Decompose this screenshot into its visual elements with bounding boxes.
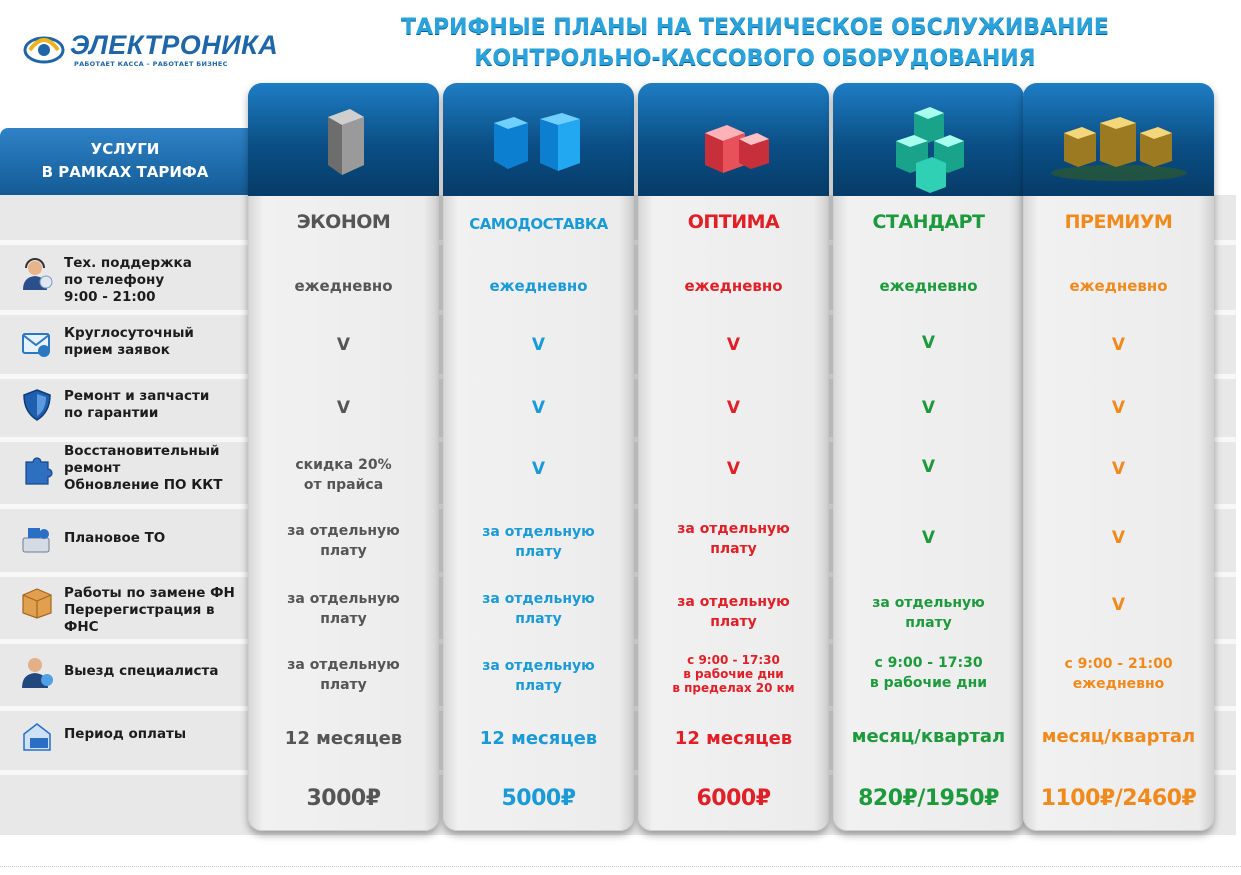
plan-maintenance-line-1: за отдельную — [677, 521, 790, 537]
service-label: Восстановительный ремонт Обновление ПО ККТ — [64, 443, 223, 493]
plan-restoration — [248, 455, 439, 495]
calendar-card-icon — [20, 720, 54, 754]
headset-operator-icon — [20, 257, 54, 291]
plan-visit-line-1: за отдельную — [287, 657, 400, 673]
service-label: Работы по замене ФН Перерегистрация в ФНС — [64, 585, 235, 635]
plan-requests-check: V — [336, 335, 351, 355]
bottom-divider — [0, 866, 1241, 867]
service-label: Ремонт и запчасти по гарантии — [64, 388, 210, 421]
service-label: Круглосуточный прием заявок — [64, 325, 194, 358]
company-logo — [22, 26, 312, 72]
plan-support: ежедневно — [684, 277, 783, 295]
service-label: Тех. поддержка по телефону 9:00 - 21:00 — [64, 255, 192, 305]
plan-visit — [638, 653, 829, 695]
plan-restoration-check: V — [921, 457, 936, 477]
plan-period: 12 месяцев — [284, 728, 403, 749]
plan-column-samodostavka — [443, 83, 634, 831]
plan-maintenance-line-1: за отдельную — [287, 523, 400, 539]
plan-fn-line-1: за отдельную — [482, 591, 595, 607]
plan-visit — [443, 656, 634, 696]
service-label: Период оплаты — [64, 726, 187, 742]
plan-warranty-check: V — [726, 398, 741, 418]
plan-fn-line-2: плату — [905, 615, 952, 631]
plan-visit-line-3: в пределах 20 км — [672, 681, 795, 695]
plan-name: ПРЕМИУМ — [1064, 211, 1173, 233]
plan-visit-line-2: плату — [515, 678, 562, 694]
plan-period: 12 месяцев — [674, 728, 793, 749]
plan-visit-line-1: с 9:00 - 17:30 — [874, 655, 983, 671]
plan-visit-line-2: ежедневно — [1072, 676, 1165, 692]
plan-warranty-check: V — [921, 398, 936, 418]
plan-warranty-check: V — [531, 398, 546, 418]
grey-cube-icon — [314, 103, 374, 183]
services-header — [0, 128, 250, 195]
plan-period: 12 месяцев — [479, 728, 598, 749]
plan-visit-line-1: за отдельную — [482, 658, 595, 674]
box-icon — [20, 585, 54, 619]
plan-requests-check: V — [531, 335, 546, 355]
teal-cubes-icon — [874, 103, 984, 193]
plan-maintenance-check: V — [921, 528, 936, 548]
plan-support: ежедневно — [294, 277, 393, 295]
plan-price: 820₽/1950₽ — [858, 786, 999, 811]
title-line-2: КОНТРОЛЬНО-КАССОВОГО ОБОРУДОВАНИЯ — [474, 46, 1036, 71]
plan-name: ОПТИМА — [687, 211, 780, 233]
plan-support: ежедневно — [489, 277, 588, 295]
services-header-line-1: УСЛУГИ — [90, 140, 160, 158]
plan-maintenance-line-1: за отдельную — [482, 524, 595, 540]
plan-requests-check: V — [726, 335, 741, 355]
plan-fn — [248, 589, 439, 629]
plan-warranty-check: V — [1111, 398, 1126, 418]
plan-maintenance-check: V — [1111, 528, 1126, 548]
plan-restoration-line-2: от прайса — [303, 477, 384, 493]
plan-visit-line-2: плату — [320, 677, 367, 693]
plan-header — [833, 83, 1024, 196]
service-label: Плановое ТО — [64, 530, 166, 546]
plan-restoration-check: V — [1111, 459, 1126, 479]
plan-header — [638, 83, 829, 196]
plan-header — [443, 83, 634, 196]
plan-name: ЭКОНОМ — [296, 211, 391, 233]
page-title — [380, 12, 1130, 74]
plan-period: месяц/квартал — [851, 726, 1006, 747]
plan-fn-line-1: за отдельную — [287, 591, 400, 607]
plan-period: месяц/квартал — [1041, 726, 1196, 747]
plan-visit — [1023, 654, 1214, 694]
envelope-phone-icon — [20, 327, 54, 361]
plan-price: 6000₽ — [696, 786, 771, 811]
plan-maintenance-line-2: плату — [515, 544, 562, 560]
plan-visit-line-1: с 9:00 - 17:30 — [687, 653, 780, 667]
puzzle-piece-icon — [20, 452, 54, 486]
services-header-line-2: В РАМКАХ ТАРИФА — [41, 163, 209, 181]
plan-visit — [248, 655, 439, 695]
title-line-1: ТАРИФНЫЕ ПЛАНЫ НА ТЕХНИЧЕСКОЕ ОБСЛУЖИВАНИЕ — [401, 15, 1109, 40]
plan-fn-line-2: плату — [320, 611, 367, 627]
plan-name: САМОДОСТАВКА — [469, 215, 608, 233]
plan-restoration-line-1: скидка 20% — [295, 457, 392, 473]
logo-name: ЭЛЕКТРОНИКА — [70, 30, 279, 60]
plan-visit-line-2: в рабочие дни — [683, 667, 784, 681]
logo-emblem-icon — [22, 28, 66, 72]
plan-support: ежедневно — [1069, 277, 1168, 295]
plan-price: 5000₽ — [501, 786, 576, 811]
plan-maintenance — [638, 519, 829, 559]
plan-maintenance-line-2: плату — [710, 541, 757, 557]
red-cubes-icon — [679, 103, 789, 183]
cash-register-icon — [20, 522, 54, 556]
plan-header — [248, 83, 439, 196]
blue-cubes-icon — [484, 103, 594, 183]
plan-visit-line-1: с 9:00 - 21:00 — [1064, 656, 1173, 672]
plan-requests-check: V — [1111, 335, 1126, 355]
plan-requests-check: V — [921, 333, 936, 353]
plan-column-ekonom — [248, 83, 439, 831]
logo-tagline: РАБОТАЕТ КАССА – РАБОТАЕТ БИЗНЕС — [74, 60, 228, 68]
plan-fn-line-2: плату — [710, 614, 757, 630]
plan-fn — [443, 589, 634, 629]
plan-fn-line-1: за отдельную — [677, 594, 790, 610]
plan-header — [1023, 83, 1214, 196]
plan-maintenance-line-2: плату — [320, 543, 367, 559]
plan-price: 1100₽/2460₽ — [1040, 786, 1197, 811]
plan-maintenance — [443, 522, 634, 562]
plan-restoration-check: V — [531, 459, 546, 479]
plan-fn — [638, 592, 829, 632]
plan-fn — [833, 593, 1024, 633]
plan-maintenance — [248, 521, 439, 561]
shield-icon — [20, 388, 54, 422]
plan-visit-line-2: в рабочие дни — [869, 675, 988, 691]
plan-column-optima — [638, 83, 829, 831]
plan-column-standart — [833, 83, 1024, 831]
plan-column-premium — [1023, 83, 1214, 831]
gold-cubes-icon — [1044, 103, 1194, 183]
plan-restoration-check: V — [726, 459, 741, 479]
plan-fn-line-2: плату — [515, 611, 562, 627]
plan-visit — [833, 653, 1024, 693]
plan-fn-line-1: за отдельную — [872, 595, 985, 611]
plan-price: 3000₽ — [306, 786, 381, 811]
plan-warranty-check: V — [336, 398, 351, 418]
plan-fn-check: V — [1111, 595, 1126, 615]
plan-name: СТАНДАРТ — [872, 211, 985, 233]
specialist-icon — [20, 655, 54, 689]
service-label: Выезд специалиста — [64, 663, 219, 679]
plan-support: ежедневно — [879, 277, 978, 295]
